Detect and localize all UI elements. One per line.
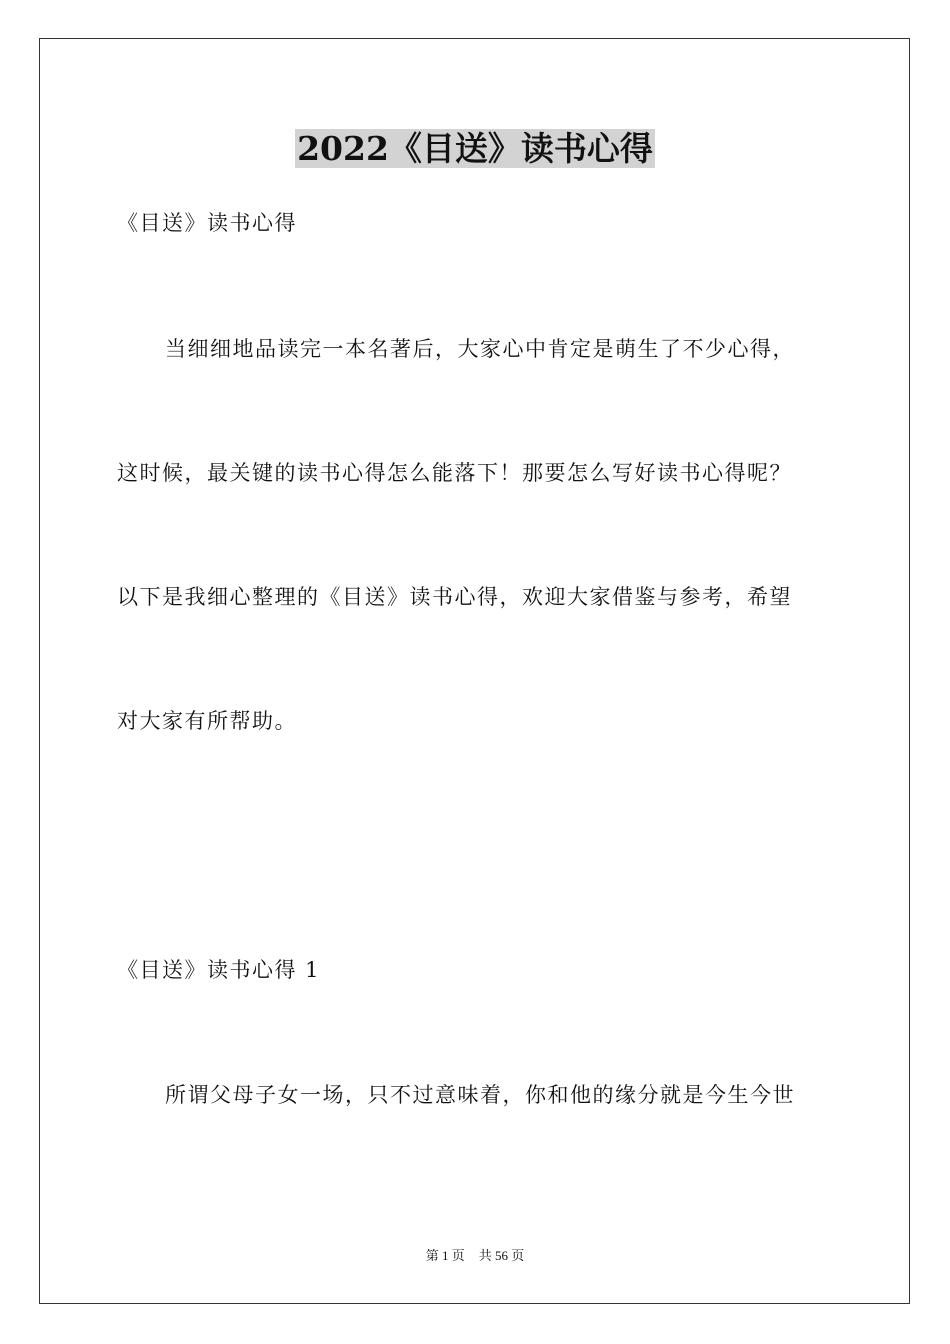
document-title-text: 2022《目送》读书心得 xyxy=(297,129,653,168)
section-first-line: 所谓父母子女一场，只不过意味着，你和他的缘分就是今生今世 xyxy=(165,1083,795,1107)
intro-line-1: 当细细地品读完一本名著后，大家心中肯定是萌生了不少心得， xyxy=(165,337,795,361)
section-heading: 《目送》读书心得 1 xyxy=(117,958,321,982)
page-total: 共 56 页 xyxy=(478,1248,525,1263)
intro-line-3: 以下是我细心整理的《目送》读书心得，欢迎大家借鉴与参考，希望 xyxy=(117,585,792,609)
intro-line-2: 这时候，最关键的读书心得怎么能落下！那要怎么写好读书心得呢？ xyxy=(117,461,792,485)
intro-line-4: 对大家有所帮助。 xyxy=(117,709,297,733)
document-subtitle: 《目送》读书心得 xyxy=(117,211,297,235)
page-number: 第 1 页 xyxy=(425,1248,465,1263)
document-title xyxy=(0,126,950,172)
page-footer xyxy=(0,1247,950,1265)
